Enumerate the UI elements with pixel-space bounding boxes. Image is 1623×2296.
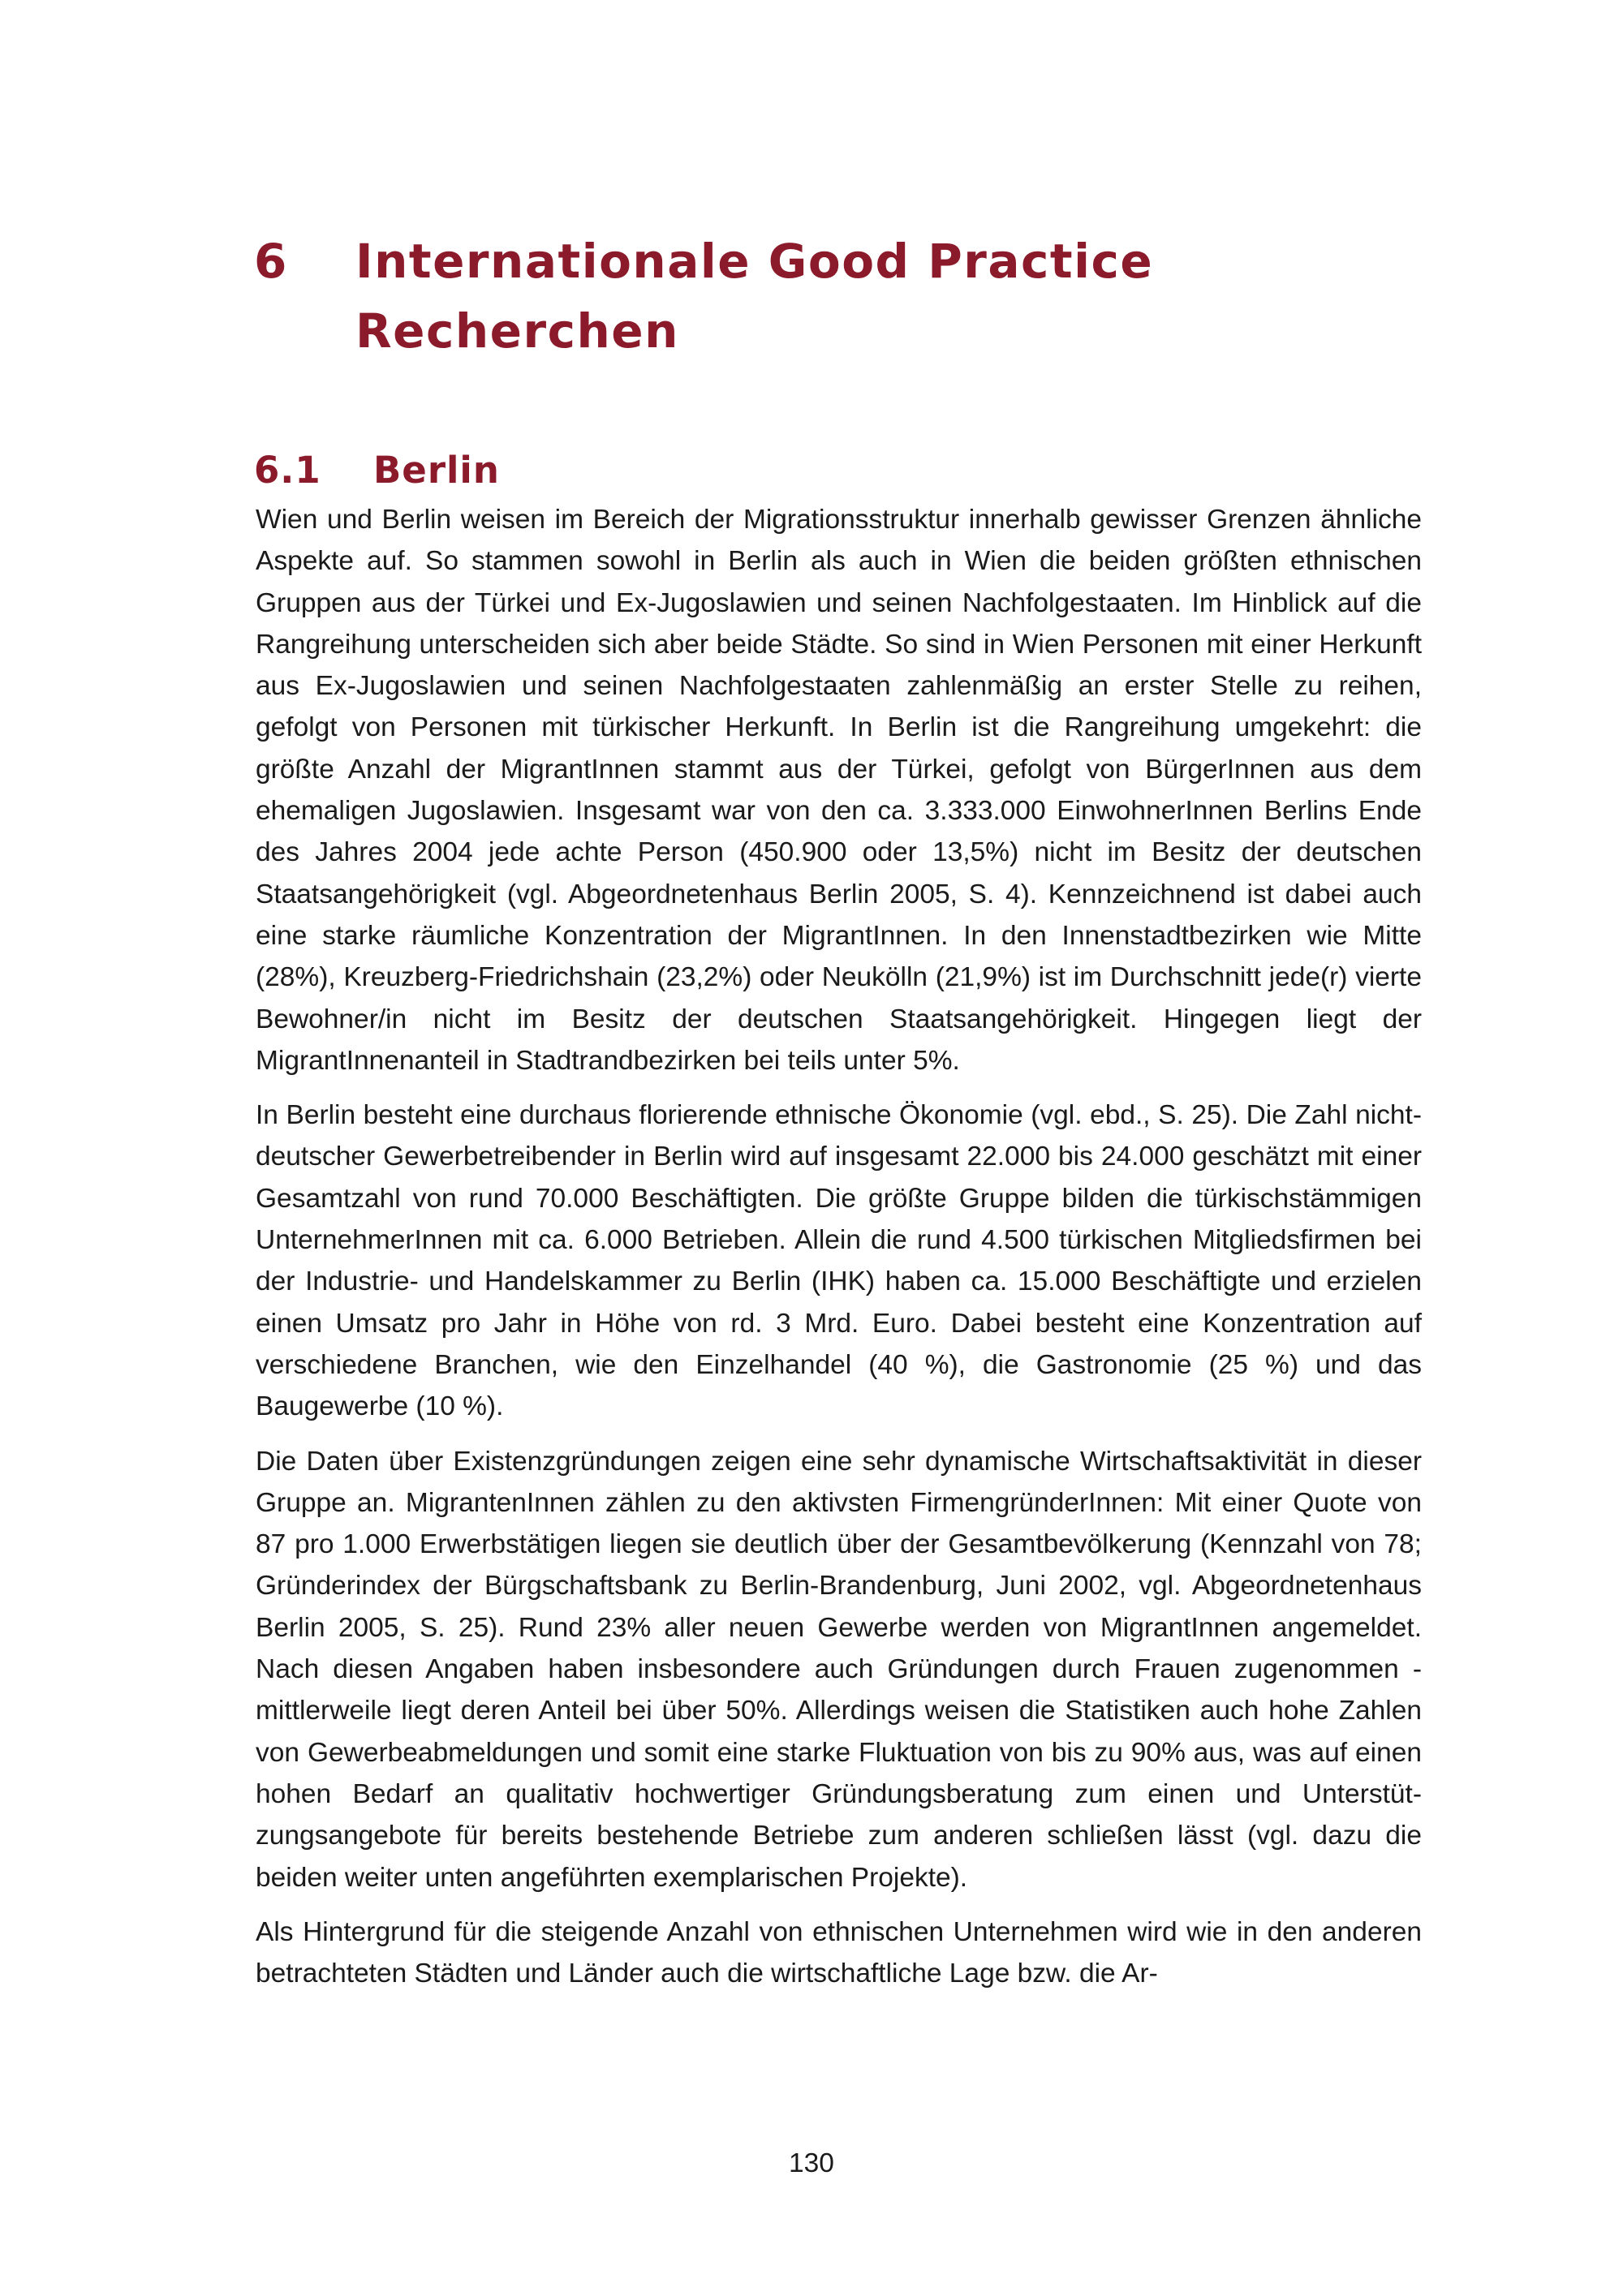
page-number: 130	[789, 2148, 834, 2178]
section-title: Berlin	[373, 449, 500, 492]
paragraph: Als Hintergrund für die steigende Anzahl von ethnischen Unternehmen wird wie in den anderen betrachteten Städten und Länder auch die wirtschaftliche Lage bzw. die Ar-	[256, 1916, 1422, 1989]
section-number: 6.1	[254, 449, 321, 492]
paragraph: In Berlin besteht eine durchaus florierende ethnische Ökonomie (vgl. ebd., S. 25). Die Zahl nicht-deutscher Gewerbetreibender in Berlin wird auf insgesamt 22.000 bis 24.000 geschätzt mit einer Gesamtzahl von rund 70.000 Beschäftigten. Die größte Gruppe bilden die türkischstämmigen UnternehmerInnen mit ca. 6.000 Betrieben. Allein die rund 4.500 türkischen Mitgliedsfirmen bei der Industrie- und Handelskammer zu Berlin (IHK) haben ca. 15.000 Beschäftigte und erzielen einen Umsatz pro Jahr in Höhe von rd. 3 Mrd. Euro. Dabei besteht eine Konzentration auf verschiedene Branchen, wie den Einzelhandel (40 %), die Gastronomie (25 %) und das Baugewerbe (10 %).	[256, 1100, 1422, 1422]
chapter-title: Internationale Good Practice Recherchen	[355, 233, 1154, 359]
body-text	[256, 499, 1422, 2007]
chapter-number: 6	[254, 233, 288, 289]
paragraph: Wien und Berlin weisen im Bereich der Migrationsstruktur innerhalb gewisser Grenzen ähnliche Aspekte auf. So stammen sowohl in Berlin als auch in Wien die beiden größten ethnischen Gruppen aus der Türkei und Ex-Jugoslawien und seinen Nachfolgestaaten. Im Hinblick auf die Rangreihung unterscheiden sich aber beide Städte. So sind in Wien Personen mit einer Herkunft aus Ex-Jugoslawien und seinen Nachfolgestaaten zahlenmäßig an erster Stelle zu reihen, gefolgt von Personen mit türkischer Herkunft. In Berlin ist die Rangreihung umgekehrt: die größte Anzahl der MigrantInnen stammt aus der Türkei, gefolgt von BürgerInnen aus dem ehemaligen Jugoslawien. Insgesamt war von den ca. 3.333.000 EinwohnerInnen Berlins Ende des Jahres 2004 jede achte Person (450.900 oder 13,5%) nicht im Besitz der deutschen Staatsangehörigkeit (vgl. Abgeordnetenhaus Berlin 2005, S. 4). Kennzeichnend ist dabei auch eine starke räumliche Konzentration der MigrantInnen. In den Innenstadtbezirken wie Mitte (28%), Kreuzberg-Friedrichshain (23,2%) oder Neukölln (21,9%) ist im Durchschnitt jede(r) vierte Bewohner/in nicht im Besitz der deutschen Staatsangehörigkeit. Hingegen liegt der MigrantInnenanteil in Stadtrandbezirken bei teils unter 5%.	[256, 505, 1422, 1076]
paragraph: Die Daten über Existenzgründungen zeigen eine sehr dynamische Wirtschaftsaktivität in dieser Gruppe an. MigrantenInnen zählen zu den aktivsten FirmengründerInnen: Mit einer Quote von 87 pro 1.000 Erwerbstätigen liegen sie deutlich über der Gesamtbevölkerung (Kennzahl von 78; Gründerindex der Bürgschaftsbank zu Berlin-Brandenburg, Juni 2002, vgl. Abgeordnetenhaus Berlin 2005, S. 25). Rund 23% aller neuen Gewerbe werden von MigrantInnen angemeldet. Nach diesen Angaben haben insbesondere auch Gründungen durch Frauen zugenommen - mittlerweile liegt deren Anteil bei über 50%. Allerdings weisen die Statistiken auch hohe Zahlen von Gewerbeabmeldungen und somit eine starke Fluktuation von bis zu 90% aus, was auf einen hohen Bedarf an qualitativ hochwertiger Gründungsberatung zum einen und Unterstützungsangebote für bereits bestehende Betriebe zum anderen schließen lässt (vgl. dazu die beiden weiter unten angeführten exemplarischen Projekte).	[256, 1446, 1422, 1893]
